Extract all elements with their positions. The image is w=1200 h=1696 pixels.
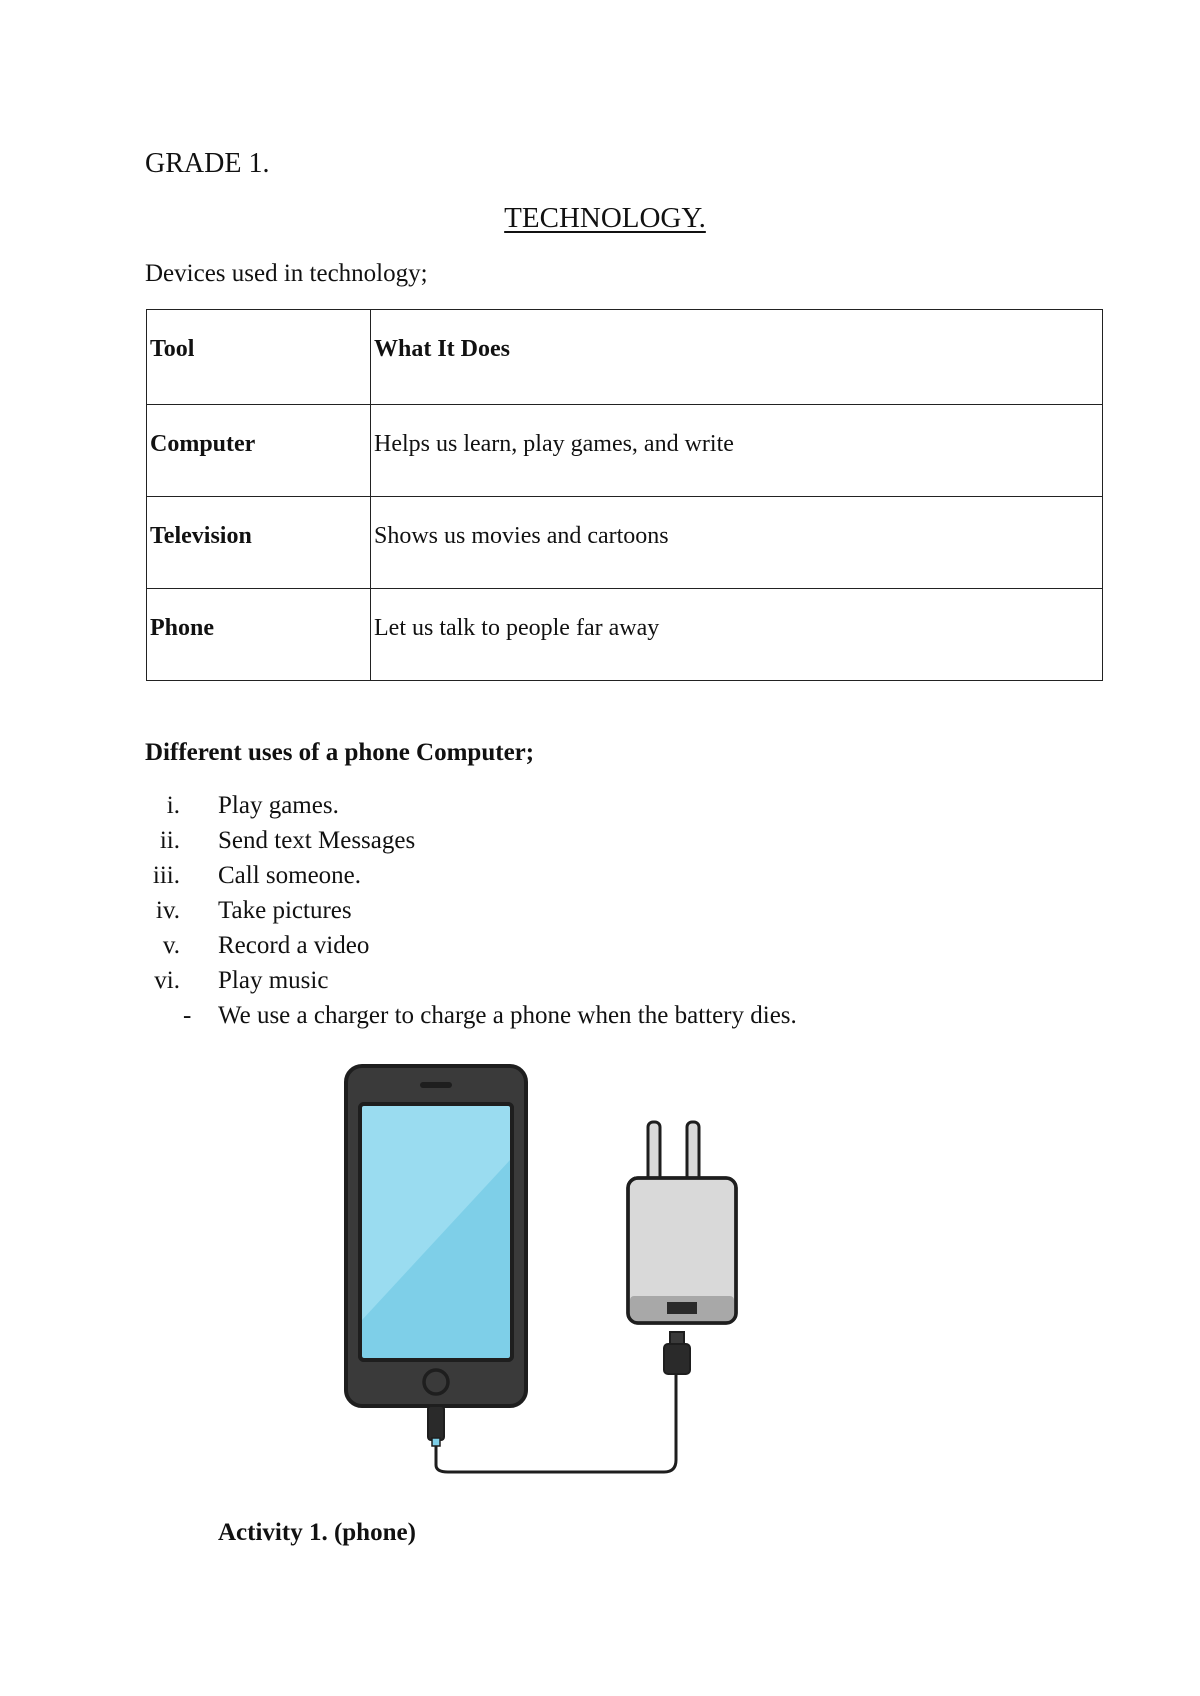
list-text: Take pictures <box>218 897 352 924</box>
list-number: iv. <box>155 897 180 924</box>
list-text: Play music <box>218 967 329 994</box>
activity-label: Activity 1. (phone) <box>218 1519 416 1546</box>
note-dash: - <box>183 1002 192 1029</box>
list-item <box>0 928 1000 963</box>
intro-text: Devices used in technology; <box>145 260 428 287</box>
table-cell-description: Helps us learn, play games, and write <box>371 405 1103 497</box>
list-number: iii. <box>152 862 180 889</box>
table-row <box>147 497 1103 589</box>
column-header-what-it-does: What It Does <box>371 310 1103 405</box>
table-header-row <box>147 310 1103 405</box>
phone-icon <box>346 1066 526 1406</box>
list-text: Play games. <box>218 792 339 819</box>
table-cell-description: Shows us movies and cartoons <box>371 497 1103 589</box>
list-number: vi. <box>154 967 180 994</box>
uses-heading: Different uses of a phone Computer; <box>145 739 535 766</box>
column-header-tool: Tool <box>147 310 371 405</box>
charger-icon <box>628 1122 736 1374</box>
list-item <box>0 893 1000 928</box>
list-number: ii. <box>159 827 180 854</box>
phone-connector-icon <box>428 1406 444 1446</box>
grade-heading: GRADE 1. <box>145 148 270 179</box>
list-text: Record a video <box>218 932 370 959</box>
note-text: We use a charger to charge a phone when the battery dies. <box>218 1002 797 1029</box>
list-number: v. <box>162 932 180 959</box>
list-item <box>0 823 1000 858</box>
table-cell-tool: Phone <box>147 589 371 681</box>
table-row <box>147 405 1103 497</box>
devices-table <box>146 309 1103 681</box>
list-number: i. <box>166 792 180 819</box>
list-text: Call someone. <box>218 862 362 889</box>
table-cell-tool: Television <box>147 497 371 589</box>
list-item <box>0 788 1000 823</box>
table-row <box>147 589 1103 681</box>
charger-note <box>0 998 1000 1033</box>
list-text: Send text Messages <box>218 827 416 854</box>
list-item <box>0 963 1000 998</box>
phone-charger-illustration <box>330 1060 770 1480</box>
list-item <box>0 858 1000 893</box>
table-cell-description: Let us talk to people far away <box>371 589 1103 681</box>
page-title: TECHNOLOGY. <box>504 202 706 234</box>
table-cell-tool: Computer <box>147 405 371 497</box>
